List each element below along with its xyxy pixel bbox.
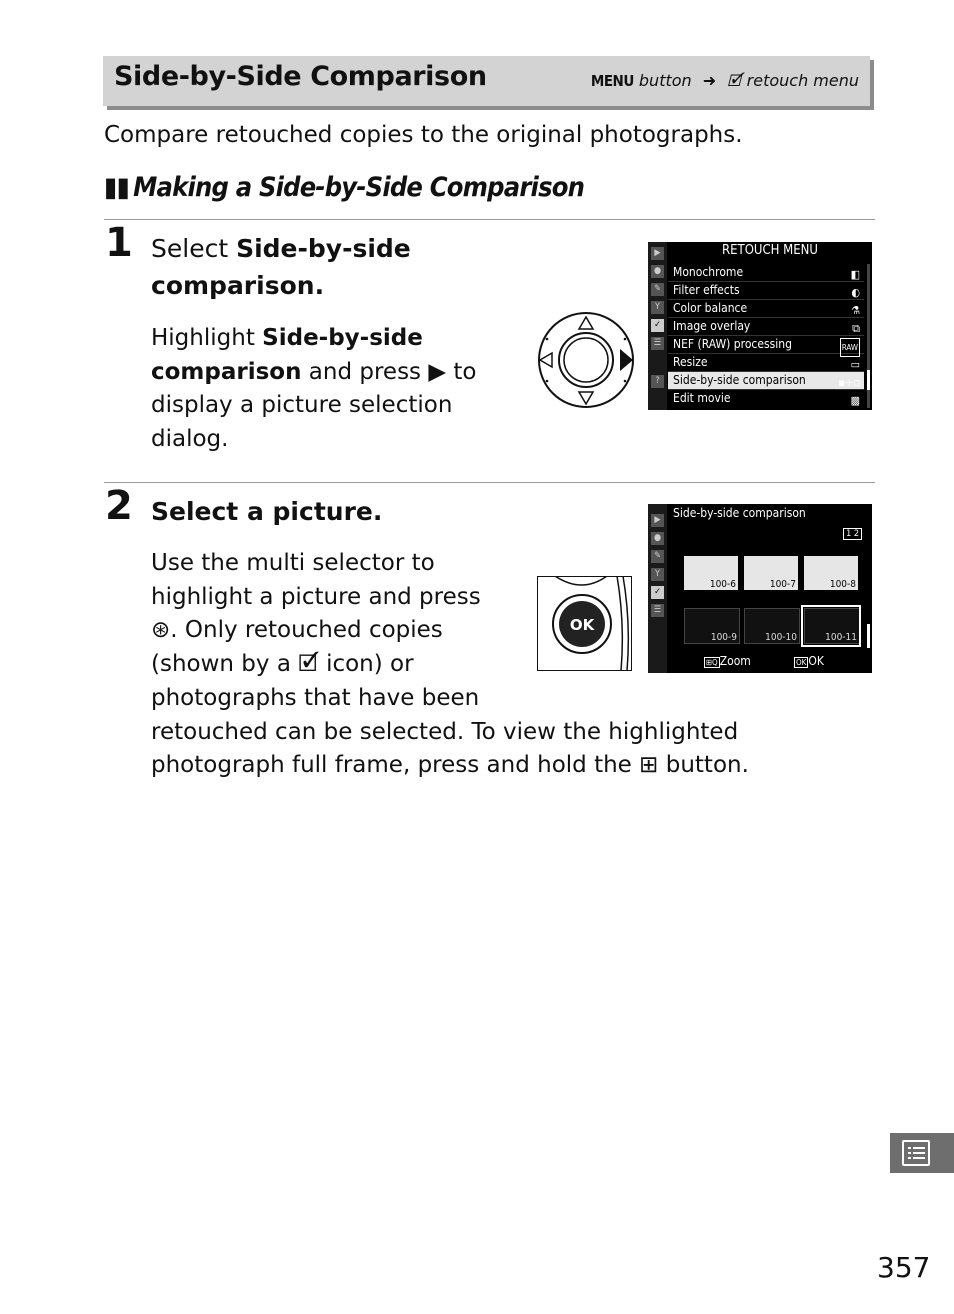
retouch-menu-screen bbox=[648, 242, 872, 410]
page-number: 357 bbox=[877, 1251, 931, 1284]
playback-tab-icon: ▶ bbox=[651, 514, 664, 527]
step-title-pre: Select bbox=[151, 234, 237, 263]
thumbnail: 100-6 bbox=[684, 556, 738, 590]
setup-tab-icon: Y bbox=[651, 301, 664, 314]
menu-tabs bbox=[648, 504, 667, 673]
menu-item: Monochrome ◧ bbox=[668, 264, 864, 282]
color-balance-icon: ⚗ bbox=[851, 304, 860, 317]
thumbnail: 100-8 bbox=[804, 556, 858, 590]
nav-dest-label: retouch menu bbox=[746, 71, 859, 90]
section-marker-icon: ▮▮ bbox=[104, 172, 130, 203]
step-number: 1 bbox=[105, 220, 133, 266]
ok-button-illustration bbox=[537, 576, 633, 672]
zoom-hint: ⊞Q Zoom bbox=[706, 654, 751, 668]
menu-item: Edit movie ▩ bbox=[673, 391, 860, 407]
thumbnail-selected: 100-11 bbox=[804, 608, 860, 644]
zoom-button-icon: ⊞ bbox=[639, 752, 659, 779]
menu-title: RETOUCH MENU bbox=[722, 243, 818, 258]
zoom-button-icon: ⊞Q bbox=[706, 658, 718, 667]
setup-tab-icon: Y bbox=[651, 568, 664, 581]
menu-item: Color balance ⚗ bbox=[668, 300, 864, 318]
page-title: Side-by-Side Comparison bbox=[114, 61, 487, 92]
custom-tab-icon: ✎ bbox=[651, 550, 664, 563]
right-arrow-icon: ▶ bbox=[428, 358, 447, 385]
menu-item-side-by-side: Side-by-side comparison ▪+▫ bbox=[668, 372, 864, 390]
body-text: and press bbox=[301, 358, 429, 385]
ok-button-icon: OK bbox=[796, 658, 807, 667]
shooting-tab-icon: ● bbox=[651, 532, 664, 545]
body-line: retouched can be selected. To view the highlighted bbox=[151, 718, 739, 745]
monochrome-icon: ◧ bbox=[850, 268, 860, 281]
shooting-tab-icon: ● bbox=[651, 265, 664, 278]
body-line: photographs that have been bbox=[151, 684, 480, 711]
help-icon: ? bbox=[651, 375, 664, 388]
picture-selection-screen bbox=[648, 504, 872, 673]
intro-text: Compare retouched copies to the original photographs. bbox=[104, 122, 743, 148]
menu-key-label: MENU bbox=[590, 72, 634, 90]
playback-tab-icon: ▶ bbox=[651, 247, 664, 260]
body-line: highlight a picture and press bbox=[151, 583, 481, 610]
section-tab bbox=[890, 1133, 954, 1173]
thumbnail: 100-10 bbox=[744, 608, 800, 644]
step-title-end: . bbox=[314, 271, 325, 300]
my-menu-tab-icon: ☰ bbox=[651, 337, 664, 350]
menu-item: NEF (RAW) processing RAW bbox=[668, 336, 864, 354]
step-title bbox=[151, 230, 491, 304]
filter-icon: ◐ bbox=[851, 286, 860, 299]
thumbnail: 100-7 bbox=[744, 556, 798, 590]
menu-list-icon bbox=[902, 1140, 930, 1166]
ok-label: OK bbox=[569, 616, 595, 634]
retouch-tab-icon: ✓ bbox=[651, 319, 664, 332]
retouch-icon: 🗹 bbox=[727, 71, 742, 90]
menu-item: Resize ▭ bbox=[668, 354, 864, 372]
ok-hint: OK OK bbox=[796, 654, 824, 668]
custom-tab-icon: ✎ bbox=[651, 283, 664, 296]
menu-item: Filter effects ◐ bbox=[668, 282, 864, 300]
resize-icon: ▭ bbox=[850, 358, 860, 371]
divider bbox=[104, 219, 875, 220]
divider bbox=[104, 482, 875, 483]
arrow-right-icon: ➜ bbox=[702, 71, 717, 90]
retouch-icon: 🗹 bbox=[298, 651, 319, 678]
body-bold: Side-by-side comparison bbox=[151, 325, 423, 385]
body-text: Highlight bbox=[151, 325, 263, 351]
multi-selector-illustration bbox=[536, 311, 636, 411]
body-line: ⊛. Only retouched copies bbox=[151, 617, 443, 644]
section-heading bbox=[104, 172, 584, 203]
nav-button-label: button bbox=[638, 71, 692, 90]
body-line: (shown by a 🗹 icon) or bbox=[151, 651, 414, 678]
step-number: 2 bbox=[105, 483, 133, 529]
step-title: Select a picture. bbox=[151, 497, 383, 526]
overlay-icon: ⧉ bbox=[852, 322, 860, 335]
body-text: to display a picture selection dialog. bbox=[151, 358, 477, 453]
screen-title: Side-by-side comparison bbox=[673, 506, 806, 520]
edit-movie-icon: ▩ bbox=[850, 394, 860, 407]
my-menu-tab-icon: ☰ bbox=[651, 604, 664, 617]
menu-path bbox=[591, 70, 859, 97]
ok-button-icon: ⊛ bbox=[151, 617, 171, 644]
menu-item: Image overlay ⧉ bbox=[668, 318, 864, 336]
scrollbar-thumb bbox=[867, 370, 870, 390]
thumbnail: 100-9 bbox=[684, 608, 740, 644]
scrollbar-thumb bbox=[867, 624, 870, 648]
step-body bbox=[151, 322, 511, 457]
card-slot-indicator: 1 2 bbox=[843, 528, 862, 540]
selection-frame bbox=[801, 605, 861, 647]
raw-icon: RAW bbox=[840, 338, 860, 357]
step-title-bold: Side-by-side comparison bbox=[151, 234, 411, 300]
retouch-tab-icon: ✓ bbox=[651, 586, 664, 599]
menu-tabs bbox=[648, 242, 667, 410]
side-by-side-icon: ▪+▫ bbox=[838, 376, 860, 389]
body-line: Use the multi selector to bbox=[151, 550, 435, 576]
section-heading-text: Making a Side-by-Side Comparison bbox=[133, 172, 585, 203]
body-line: photograph full frame, press and hold the ⊞ button. bbox=[151, 752, 749, 779]
